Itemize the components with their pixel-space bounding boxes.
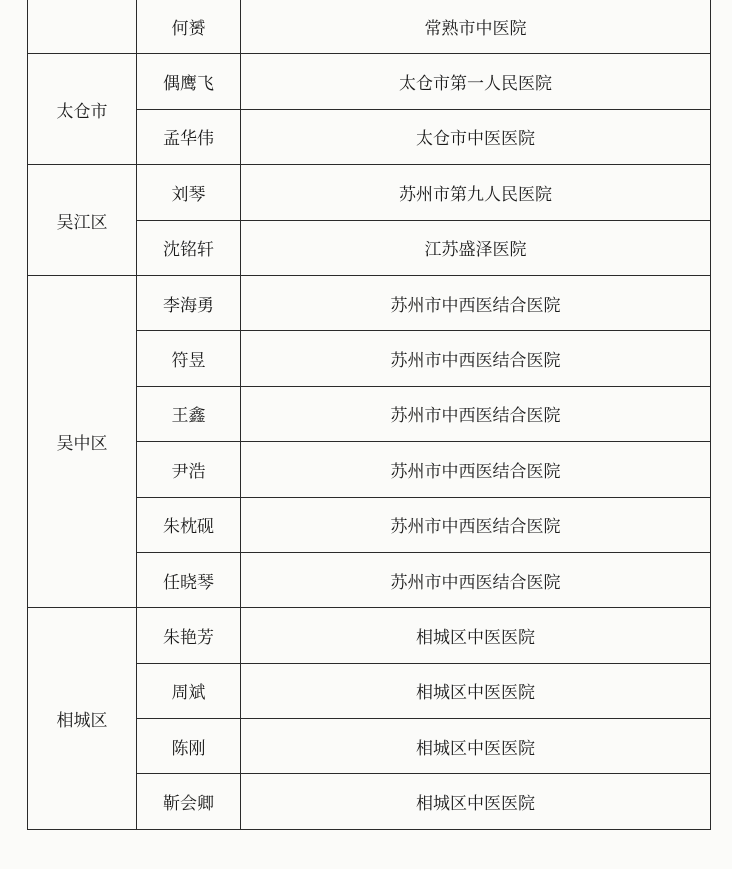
name-cell: 朱艳芳 [137, 608, 241, 663]
name-cell: 沈铭轩 [137, 220, 241, 275]
name-cell: 周斌 [137, 663, 241, 718]
name-cell: 偶鹰飞 [137, 54, 241, 109]
name-cell: 王鑫 [137, 386, 241, 441]
table-row [28, 275, 711, 330]
region-cell-wujiang: 吴江区 [28, 165, 137, 276]
table-row [28, 54, 711, 109]
region-cell-changshu [28, 0, 137, 54]
name-cell: 朱枕砚 [137, 497, 241, 552]
hospital-cell: 江苏盛泽医院 [241, 220, 711, 275]
name-cell: 陈刚 [137, 719, 241, 774]
region-cell-taicang: 太仓市 [28, 54, 137, 165]
table-row [28, 0, 711, 54]
region-cell-xiangcheng: 相城区 [28, 608, 137, 830]
hospital-cell: 苏州市中西医结合医院 [241, 386, 711, 441]
name-cell: 符昱 [137, 331, 241, 386]
name-cell: 何赟 [137, 0, 241, 54]
hospital-cell: 苏州市第九人民医院 [241, 165, 711, 220]
name-cell: 李海勇 [137, 275, 241, 330]
name-cell: 刘琴 [137, 165, 241, 220]
table-row [28, 165, 711, 220]
name-cell: 任晓琴 [137, 552, 241, 607]
personnel-table [27, 0, 711, 830]
hospital-cell: 苏州市中西医结合医院 [241, 552, 711, 607]
name-cell: 尹浩 [137, 442, 241, 497]
hospital-cell: 苏州市中西医结合医院 [241, 275, 711, 330]
name-cell: 靳会卿 [137, 774, 241, 829]
hospital-cell: 相城区中医医院 [241, 719, 711, 774]
hospital-cell: 太仓市中医医院 [241, 109, 711, 164]
region-cell-wuzhong: 吴中区 [28, 275, 137, 607]
hospital-cell: 太仓市第一人民医院 [241, 54, 711, 109]
table-row [28, 608, 711, 663]
hospital-cell: 相城区中医医院 [241, 663, 711, 718]
hospital-cell: 苏州市中西医结合医院 [241, 497, 711, 552]
name-cell: 孟华伟 [137, 109, 241, 164]
hospital-cell: 常熟市中医院 [241, 0, 711, 54]
hospital-cell: 苏州市中西医结合医院 [241, 442, 711, 497]
hospital-cell: 相城区中医医院 [241, 774, 711, 829]
hospital-cell: 相城区中医医院 [241, 608, 711, 663]
hospital-cell: 苏州市中西医结合医院 [241, 331, 711, 386]
